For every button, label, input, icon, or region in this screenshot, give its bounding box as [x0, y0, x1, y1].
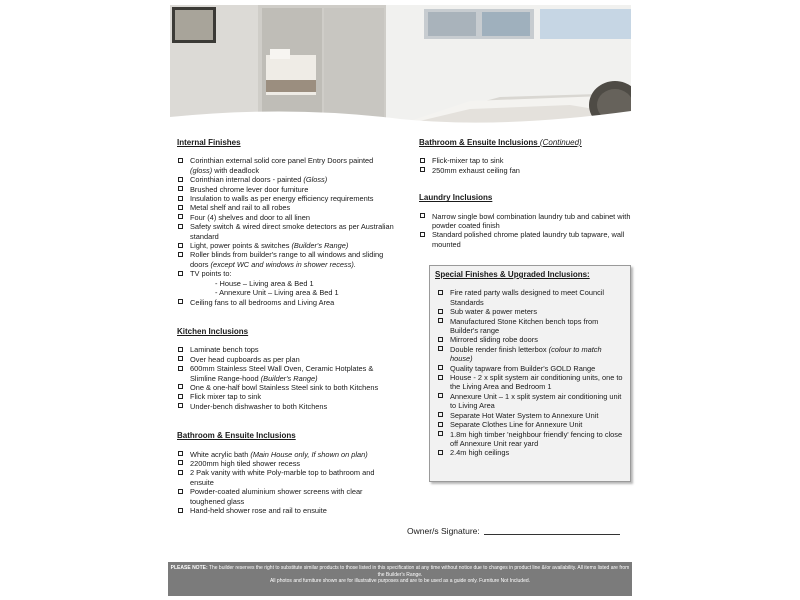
checkbox[interactable]	[438, 393, 443, 398]
list-item: 2200mm high tiled shower recess	[177, 459, 397, 468]
list-item: 2 Pak vanity with white Poly-marble top to bathroom and ensuite	[177, 468, 397, 487]
list-item: Flick mixer tap to sink	[177, 392, 397, 401]
checkbox[interactable]	[420, 232, 425, 237]
checkbox[interactable]	[178, 451, 183, 456]
list-item: Quality tapware from Builder's GOLD Range	[437, 364, 626, 373]
special-finishes-title: Special Finishes & Upgraded Inclusions:	[435, 270, 590, 279]
checkbox[interactable]	[178, 243, 183, 248]
tv-point-house: - House – Living area & Bed 1	[215, 278, 314, 288]
list-item: Under-bench dishwasher to both Kitchens	[177, 402, 397, 411]
checkbox[interactable]	[178, 489, 183, 494]
list-item: Corinthian external solid core panel Entry Doors painted (gloss) with deadlock	[177, 156, 397, 175]
checkbox[interactable]	[438, 309, 443, 314]
bathroom-title: Bathroom & Ensuite Inclusions	[177, 431, 296, 441]
checkbox[interactable]	[178, 299, 183, 304]
checkbox[interactable]	[438, 450, 443, 455]
checkbox[interactable]	[178, 366, 183, 371]
list-item: Mirrored sliding robe doors	[437, 335, 626, 344]
signature-label: Owner/s Signature:	[407, 526, 480, 536]
checkbox[interactable]	[178, 158, 183, 163]
list-item: White acrylic bath (Main House only, If shown on plan)	[177, 450, 397, 459]
internal-finishes-title: Internal Finishes	[177, 138, 241, 147]
checkbox[interactable]	[420, 213, 425, 218]
checkbox[interactable]	[178, 224, 183, 229]
footer-note-label: PLEASE NOTE:	[170, 565, 208, 571]
checkbox[interactable]	[438, 346, 443, 351]
checkbox[interactable]	[420, 158, 425, 163]
signature-line[interactable]	[484, 534, 620, 535]
list-item: Laminate bench tops	[177, 345, 397, 354]
checkbox[interactable]	[178, 356, 183, 361]
checkbox[interactable]	[178, 186, 183, 191]
footer-note	[168, 565, 632, 578]
checkbox[interactable]	[178, 205, 183, 210]
list-item: Annexure Unit – 1 x split system air conditioning unit to Living Area	[437, 392, 626, 411]
left-column	[177, 138, 397, 528]
kitchen-title: Kitchen Inclusions	[177, 326, 249, 336]
list-item: Four (4) shelves and door to all linen	[177, 213, 397, 222]
list-item: Light, power points & switches (Builder's Range)	[177, 241, 397, 250]
list-item: Roller blinds from builder's range to all windows and sliding doors (except WC and windows in shower recess).	[177, 250, 397, 269]
list-item: 1.8m high timber 'neighbour friendly' fencing to close off Annexure Unit rear yard	[437, 430, 626, 449]
checkbox[interactable]	[178, 271, 183, 276]
footer-line2: All photos and furniture shown are for illustrative purposes and are to be used as a guide only. Furniture Not Included.	[269, 578, 531, 585]
list-item: Flick-mixer tap to sink	[419, 156, 631, 165]
list-item: Ceiling fans to all bedrooms and Living Area	[177, 298, 397, 307]
list-item: Brushed chrome lever door furniture	[177, 185, 397, 194]
special-finishes-box	[429, 265, 631, 482]
tv-point-annexure: - Annexure Unit – Living area & Bed 1	[215, 288, 339, 298]
bathroom-continued-list	[419, 156, 631, 175]
checkbox[interactable]	[178, 508, 183, 513]
list-item: 2.4m high ceilings	[437, 448, 626, 457]
kitchen-list	[177, 345, 397, 411]
checkbox[interactable]	[178, 214, 183, 219]
list-item: Separate Hot Water System to Annexure Unit	[437, 411, 626, 420]
list-item: Metal shelf and rail to all robes	[177, 203, 397, 212]
checkbox[interactable]	[178, 394, 183, 399]
checkbox[interactable]	[178, 347, 183, 352]
list-item: TV points to: - House – Living area & Bed 1 - Annexure Unit – Living area & Bed 1	[177, 269, 397, 297]
list-item: Over head cupboards as per plan	[177, 355, 397, 364]
list-item: Double render finish letterbox (colour to match house)	[437, 345, 626, 364]
checkbox[interactable]	[438, 375, 443, 380]
footer-disclaimer	[168, 562, 632, 596]
list-item: Insulation to walls as per energy efficiency requirements	[177, 194, 397, 203]
bathroom-continued-title: Bathroom & Ensuite Inclusions (Continued)	[419, 138, 582, 147]
checkbox[interactable]	[438, 337, 443, 342]
list-item: Safety switch & wired direct smoke detectors as per Australian standard	[177, 222, 397, 241]
right-column	[419, 138, 631, 262]
checkbox[interactable]	[178, 252, 183, 257]
internal-finishes-list	[177, 156, 397, 307]
checkbox[interactable]	[178, 470, 183, 475]
list-item: Fire rated party walls designed to meet Council Standards	[437, 288, 626, 307]
checkbox[interactable]	[178, 460, 183, 465]
list-item: Hand-held shower rose and rail to ensuite	[177, 506, 397, 515]
list-item: Sub water & power meters	[437, 307, 626, 316]
footer-note-text: The builder reserves the right to substitute similar products to those listed in this specification at any time without notice due to changes in product line &/or availability. All items listed are from the Builder's Range.	[207, 565, 630, 578]
checkbox[interactable]	[438, 365, 443, 370]
checkbox[interactable]	[420, 167, 425, 172]
laundry-title: Laundry Inclusions	[419, 193, 493, 203]
checkbox[interactable]	[438, 422, 443, 427]
list-item: One & one-half bowl Stainless Steel sink to both Kitchens	[177, 383, 397, 392]
list-item: House - 2 x split system air conditioning units, one to the Living Area and Bedroom 1	[437, 373, 626, 392]
list-item: 250mm exhaust ceiling fan	[419, 166, 631, 175]
checkbox[interactable]	[438, 318, 443, 323]
checkbox[interactable]	[438, 290, 443, 295]
owner-signature	[407, 526, 620, 536]
list-item: Narrow single bowl combination laundry tub and cabinet with powder coated finish	[419, 212, 631, 231]
checkbox[interactable]	[178, 196, 183, 201]
bathroom-list	[177, 450, 397, 516]
bedroom-photo-illustration	[170, 5, 631, 129]
list-item: 600mm Stainless Steel Wall Oven, Ceramic Hotplates & Slimline Range-hood (Builder's Range)	[177, 364, 397, 383]
checkbox[interactable]	[178, 403, 183, 408]
list-item: Standard polished chrome plated laundry tub tapware, wall mounted	[419, 230, 631, 249]
special-finishes-list	[430, 288, 630, 457]
checkbox[interactable]	[178, 177, 183, 182]
list-item: Powder-coated aluminium shower screens with clear toughened glass	[177, 487, 397, 506]
list-item: Separate Clothes Line for Annexure Unit	[437, 420, 626, 429]
list-item: Manufactured Stone Kitchen bench tops from Builder's range	[437, 317, 626, 336]
laundry-list	[419, 212, 631, 250]
checkbox[interactable]	[178, 384, 183, 389]
list-item: Corinthian internal doors - painted (Gloss)	[177, 175, 397, 184]
hero-photo	[170, 5, 631, 129]
checkbox[interactable]	[438, 412, 443, 417]
checkbox[interactable]	[438, 431, 443, 436]
